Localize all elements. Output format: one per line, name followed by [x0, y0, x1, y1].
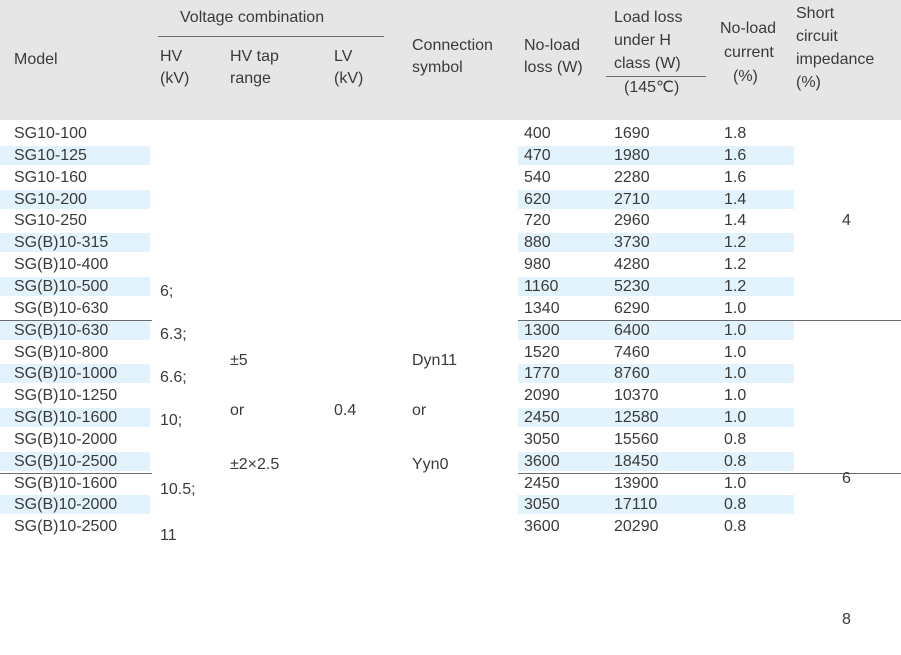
no-load-loss-cell: 2090 — [524, 387, 560, 404]
model-cell: SG10-160 — [14, 169, 87, 186]
no-load-current-cell: 1.2 — [724, 278, 747, 295]
hv-value-2: 6.3; — [160, 326, 187, 343]
connection-value-3: Yyn0 — [412, 456, 449, 473]
hv-value-6: 11 — [160, 527, 177, 544]
voltage-group-underline — [158, 36, 384, 37]
row-stripe — [518, 190, 794, 209]
model-cell: SG(B)10-315 — [14, 234, 109, 251]
loadloss-underline — [606, 76, 706, 77]
header-loadloss-line4: (145℃) — [624, 79, 680, 96]
model-cell: SG(B)10-400 — [14, 256, 109, 273]
header-connection-line2: symbol — [412, 59, 463, 76]
voltage-combination-heading: Voltage combination — [180, 9, 325, 26]
model-cell: SG(B)10-2500 — [14, 518, 118, 535]
no-load-current-cell: 1.0 — [724, 344, 747, 361]
no-load-loss-cell: 880 — [524, 234, 551, 251]
model-cell: SG10-200 — [14, 191, 87, 208]
header-lv-line2: (kV) — [334, 70, 364, 87]
load-loss-cell: 1690 — [614, 125, 650, 142]
header-current-line1: No-load — [720, 20, 777, 37]
no-load-current-cell: 1.6 — [724, 169, 747, 186]
model-cell: SG(B)10-630 — [14, 322, 109, 339]
no-load-current-cell: 1.0 — [724, 387, 747, 404]
header-impedance-line2: circuit — [796, 28, 838, 45]
header-loadloss-line3: class (W) — [614, 55, 681, 72]
row-stripe — [518, 146, 794, 165]
no-load-loss-cell: 1160 — [524, 278, 559, 295]
hv-value-5: 10.5; — [160, 481, 196, 498]
model-cell: SG10-125 — [14, 147, 87, 164]
connection-value-1: Dyn11 — [412, 352, 458, 369]
model-cell: SG(B)10-2000 — [14, 431, 118, 448]
no-load-current-cell: 1.0 — [724, 300, 747, 317]
model-cell: SG(B)10-1000 — [14, 365, 118, 382]
row-stripe — [518, 277, 794, 296]
connection-value-2: or — [412, 402, 427, 419]
load-loss-cell: 13900 — [614, 475, 659, 492]
header-hv-line2: (kV) — [160, 70, 190, 87]
header-noload-loss-line2: loss (W) — [524, 59, 583, 76]
header-loadloss-line1: Load loss — [614, 9, 683, 26]
load-loss-cell: 15560 — [614, 431, 659, 448]
header-current-line2: current — [724, 44, 774, 61]
model-cell: SG10-100 — [14, 125, 87, 142]
no-load-current-cell: 1.6 — [724, 147, 747, 164]
header-impedance-line1: Short — [796, 5, 835, 22]
tap-value-3: ±2×2.5 — [230, 456, 280, 473]
header-loadloss-line2: under H — [614, 32, 671, 49]
no-load-current-cell: 1.0 — [724, 322, 747, 339]
model-cell: SG(B)10-800 — [14, 344, 109, 361]
tap-value-1: ±5 — [230, 352, 248, 369]
load-loss-cell: 1980 — [614, 147, 650, 164]
header-lv-line1: LV — [334, 48, 353, 65]
model-cell: SG(B)10-1250 — [14, 387, 118, 404]
no-load-loss-cell: 470 — [524, 147, 551, 164]
no-load-current-cell: 1.4 — [724, 212, 747, 229]
model-cell: SG10-250 — [14, 212, 87, 229]
impedance-group-1: 4 — [842, 212, 851, 229]
no-load-loss-cell: 2450 — [524, 475, 560, 492]
no-load-loss-cell: 3050 — [524, 496, 560, 513]
load-loss-cell: 2280 — [614, 169, 650, 186]
no-load-current-cell: 1.0 — [724, 475, 747, 492]
load-loss-cell: 2710 — [614, 191, 650, 208]
no-load-current-cell: 0.8 — [724, 496, 747, 513]
load-loss-cell: 2960 — [614, 212, 650, 229]
model-cell: SG(B)10-2000 — [14, 496, 118, 513]
load-loss-cell: 6400 — [614, 322, 650, 339]
no-load-current-cell: 0.8 — [724, 518, 747, 535]
header-current-line3: (%) — [733, 68, 758, 85]
no-load-current-cell: 1.4 — [724, 191, 747, 208]
no-load-loss-cell: 1340 — [524, 300, 560, 317]
no-load-loss-cell: 1520 — [524, 344, 560, 361]
header-impedance-line3: impedance — [796, 51, 875, 68]
header-hv-line1: HV — [160, 48, 183, 65]
no-load-loss-cell: 540 — [524, 169, 551, 186]
no-load-loss-cell: 1300 — [524, 322, 560, 339]
impedance-group-3: 8 — [842, 611, 851, 628]
lv-value: 0.4 — [334, 402, 357, 419]
load-loss-cell: 6290 — [614, 300, 650, 317]
hv-value-1: 6; — [160, 283, 174, 300]
load-loss-cell: 17110 — [614, 496, 658, 513]
no-load-loss-cell: 2450 — [524, 409, 560, 426]
load-loss-cell: 5230 — [614, 278, 650, 295]
no-load-current-cell: 1.8 — [724, 125, 747, 142]
header-impedance-line4: (%) — [796, 74, 821, 91]
load-loss-cell: 12580 — [614, 409, 659, 426]
no-load-loss-cell: 3600 — [524, 453, 560, 470]
load-loss-cell: 7460 — [614, 344, 650, 361]
no-load-loss-cell: 620 — [524, 191, 551, 208]
load-loss-cell: 3730 — [614, 234, 650, 251]
load-loss-cell: 10370 — [614, 387, 659, 404]
no-load-current-cell: 1.2 — [724, 256, 747, 273]
no-load-loss-cell: 3050 — [524, 431, 560, 448]
header-model: Model — [14, 51, 58, 68]
load-loss-cell: 4280 — [614, 256, 650, 273]
load-loss-cell: 18450 — [614, 453, 659, 470]
model-cell: SG(B)10-2500 — [14, 453, 118, 470]
model-cell: SG(B)10-1600 — [14, 475, 118, 492]
group-divider — [518, 320, 901, 321]
no-load-current-cell: 0.8 — [724, 431, 747, 448]
header-connection-line1: Connection — [412, 37, 493, 54]
no-load-loss-cell: 3600 — [524, 518, 560, 535]
header-hvtap-line2: range — [230, 70, 271, 87]
header-noload-loss-line1: No-load — [524, 37, 581, 54]
model-cell: SG(B)10-1600 — [14, 409, 118, 426]
no-load-current-cell: 1.0 — [724, 409, 747, 426]
no-load-loss-cell: 980 — [524, 256, 551, 273]
load-loss-cell: 20290 — [614, 518, 659, 535]
no-load-loss-cell: 400 — [524, 125, 551, 142]
header-hvtap-line1: HV tap — [230, 48, 279, 65]
model-cell: SG(B)10-630 — [14, 300, 109, 317]
no-load-loss-cell: 720 — [524, 212, 551, 229]
impedance-group-2: 6 — [842, 470, 851, 487]
no-load-loss-cell: 1770 — [524, 365, 560, 382]
hv-value-4: 10; — [160, 412, 183, 429]
no-load-current-cell: 0.8 — [724, 453, 747, 470]
group-divider — [0, 320, 152, 321]
load-loss-cell: 8760 — [614, 365, 650, 382]
tap-value-2: or — [230, 402, 245, 419]
model-cell: SG(B)10-500 — [14, 278, 109, 295]
no-load-current-cell: 1.0 — [724, 365, 747, 382]
no-load-current-cell: 1.2 — [724, 234, 747, 251]
row-stripe — [518, 233, 794, 252]
group-divider — [0, 473, 152, 474]
hv-value-3: 6.6; — [160, 369, 187, 386]
